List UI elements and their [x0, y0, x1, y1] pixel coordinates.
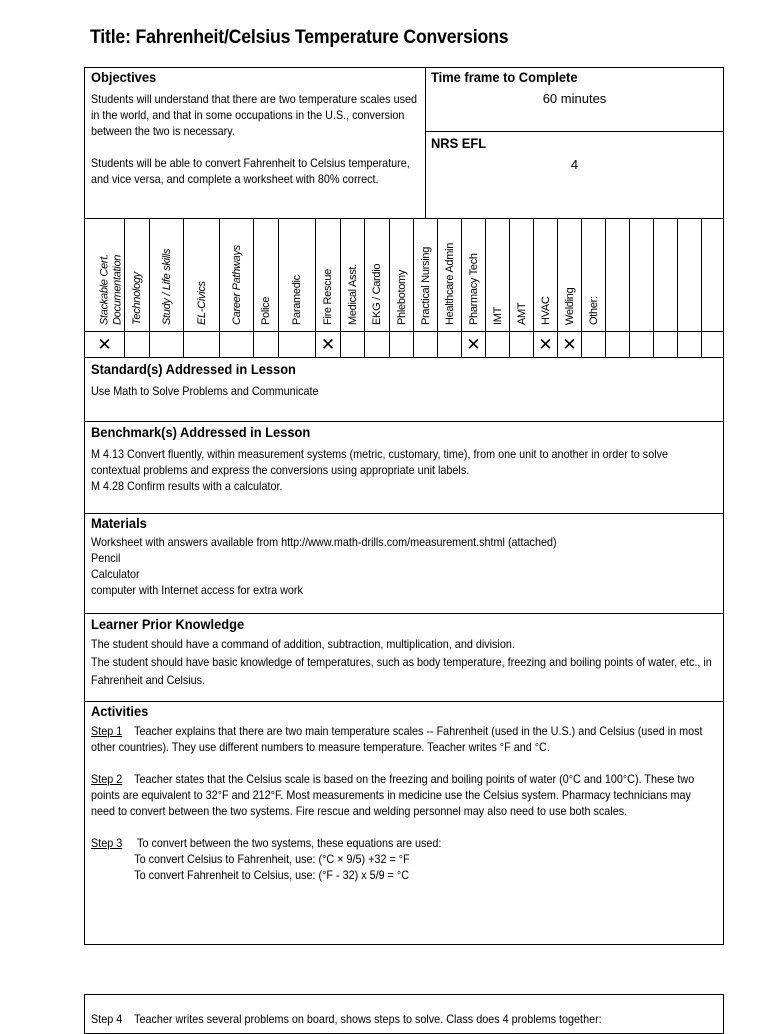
prior-knowledge-heading: Learner Prior Knowledge: [91, 616, 245, 632]
category-check-cell: [702, 332, 724, 357]
category-cell: [390, 219, 414, 331]
category-check-cell: [390, 332, 414, 357]
objectives-paragraph-2: Students will be able to convert Fahrenheit to Celsius temperature, and vice versa, and complete a worksheet with 80% correct.: [91, 156, 410, 186]
category-label: [468, 253, 480, 325]
step-3-text: To convert between the two systems, these equations are used:: [137, 836, 442, 850]
category-label-text: EKG / Cardio: [371, 263, 383, 325]
category-check-cell: [414, 332, 438, 357]
category-cell: [534, 219, 558, 331]
benchmark-1: M 4.13 Convert fluently, within measurement systems (metric, customary, time), from one unit to another in order to solve contextual problems and express the conversions using appropriate unit labels.: [91, 447, 669, 477]
step-3-label: Step 3: [91, 836, 123, 850]
category-label: [260, 297, 272, 325]
category-label: [347, 264, 359, 325]
activities-heading: Activities: [91, 703, 149, 719]
objectives-paragraph-1: Students will understand that there are two temperature scales used in the world, and that in some occupations in the U.S., conversion between the two is necessary.: [91, 92, 417, 138]
category-label-text: AMT: [515, 302, 528, 325]
objectives-heading: Objectives: [91, 69, 157, 85]
category-label-text: Welding: [563, 287, 576, 325]
category-cell: [365, 219, 390, 331]
category-label-text: Healthcare Admin: [443, 242, 456, 325]
category-label: [371, 264, 383, 325]
category-header-row: [84, 218, 724, 332]
prior-knowledge-section: [84, 613, 724, 702]
category-check-cell: [150, 332, 184, 357]
materials-item: computer with Internet access for extra work: [91, 583, 303, 597]
category-check-mark: ✕: [558, 332, 582, 357]
benchmarks-heading: Benchmark(s) Addressed in Lesson: [91, 424, 311, 440]
page-title: Title: Fahrenheit/Celsius Temperature Conversions: [90, 27, 509, 48]
category-cell: [510, 219, 534, 331]
prior-knowledge-paragraph-2: The student should have basic knowledge of temperatures, such as body temperature, freezing and boiling points of water, etc., in Fahrenheit and Celsius.: [91, 655, 712, 687]
category-label: [161, 249, 173, 325]
standards-section: [84, 357, 724, 422]
category-label-text: Fire Rescue: [322, 269, 334, 325]
category-cell: [486, 219, 510, 331]
benchmark-2: M 4.28 Confirm results with a calculator.: [91, 479, 283, 493]
formula-c-to-f: To convert Celsius to Fahrenheit, use: (°C × 9/5) +32 = °F: [134, 852, 410, 866]
category-label: [588, 296, 600, 325]
benchmarks-section: [84, 421, 724, 514]
category-cell: [606, 219, 630, 331]
materials-item: Pencil: [91, 551, 121, 565]
category-label: [396, 270, 408, 325]
category-check-cell: [606, 332, 630, 357]
category-check-row: [84, 331, 724, 358]
time-frame-section: [425, 67, 724, 132]
category-check-cell: [630, 332, 654, 357]
category-cell: [630, 219, 654, 331]
category-label-text: Technology: [131, 272, 143, 325]
category-check-mark: ✕: [316, 332, 341, 357]
activity-step-3: [91, 835, 712, 851]
nrs-efl-heading: NRS EFL: [431, 135, 487, 151]
standards-text: Use Math to Solve Problems and Communicate: [91, 384, 319, 398]
category-label: [98, 254, 124, 325]
category-cell: [254, 219, 279, 331]
category-cell: [279, 219, 316, 331]
category-check-cell: [220, 332, 254, 357]
nrs-efl-value: 4: [570, 157, 579, 172]
category-cell: [582, 219, 606, 331]
step-4-label: Step 4: [91, 1012, 123, 1026]
time-frame-heading: Time frame to Complete: [431, 69, 578, 85]
category-cell: [184, 219, 220, 331]
step-2-text: Teacher states that the Celsius scale is based on the freezing and boiling points of water (0°C and 100°C). These two points are equivalent to 32°F and 212°F. Most measurements in medicine use the Celsius system. Pharmacy technicians may need to convert between the two systems. Fire rescue and welding personnel may also need to use both scales.: [91, 772, 695, 818]
category-label-text: HVAC: [539, 296, 552, 325]
category-cell: [125, 219, 150, 331]
category-label: [540, 296, 552, 325]
category-label: [516, 303, 528, 325]
category-cell: [341, 219, 365, 331]
objectives-section: [84, 67, 426, 219]
category-label: [291, 275, 303, 325]
category-check-mark: ✕: [534, 332, 558, 357]
prior-knowledge-paragraph-1: The student should have a command of addition, subtraction, multiplication, and division.: [91, 637, 515, 651]
next-page-section: [84, 994, 724, 1034]
category-label-text: Study / Life skills: [160, 248, 173, 325]
materials-item: Worksheet with answers available from http://www.math-drills.com/measurement.shtml (attached): [91, 535, 557, 549]
category-label-text: Other:: [587, 296, 600, 325]
category-cell: [558, 219, 582, 331]
category-label-text: Medical Asst.: [346, 264, 359, 325]
step-1-text: Teacher explains that there are two main temperature scales -- Fahrenheit (used in the U.S.) and Celsius (used in most other countries). They use different numbers to measure temperature. Teacher writes °F and °C.: [91, 724, 703, 754]
category-cell: [654, 219, 678, 331]
category-cell: [678, 219, 702, 331]
category-check-cell: [678, 332, 702, 357]
category-check-mark: ✕: [462, 332, 486, 357]
category-label: [131, 272, 143, 325]
category-label: [322, 269, 334, 325]
materials-heading: Materials: [91, 515, 147, 531]
category-label: [492, 307, 504, 325]
category-label-text: IMT: [491, 306, 504, 325]
category-label-text: Police: [260, 296, 272, 325]
category-label: [420, 247, 432, 325]
category-label-text: Career Pathways: [230, 245, 243, 325]
category-check-cell: [582, 332, 606, 357]
category-check-cell: [510, 332, 534, 357]
category-label-text: Stackable Cert.: [98, 254, 110, 325]
nrs-efl-section: [425, 131, 724, 219]
formula-f-to-c: To convert Fahrenheit to Celsius, use: (°F - 32) x 5/9 = °C: [134, 868, 410, 882]
category-label-text: Paramedic: [291, 275, 303, 325]
category-check-cell: [365, 332, 390, 357]
category-check-cell: [125, 332, 150, 357]
category-check-mark: ✕: [85, 332, 125, 357]
category-label-text-line-2: Documentation: [111, 254, 123, 325]
materials-item: Calculator: [91, 567, 140, 581]
category-cell: [150, 219, 184, 331]
category-label: [196, 281, 208, 325]
activity-step-1: [91, 723, 712, 755]
category-check-cell: [654, 332, 678, 357]
category-cell: [414, 219, 438, 331]
standards-heading: Standard(s) Addressed in Lesson: [91, 361, 296, 377]
category-label-text: EL-Civics: [195, 281, 208, 325]
category-cell: [220, 219, 254, 331]
category-label: [444, 243, 456, 325]
category-cell: [85, 219, 125, 331]
materials-section: [84, 513, 724, 614]
category-label: [231, 245, 243, 325]
category-label-text: Practical Nursing: [419, 246, 432, 325]
category-cell: [316, 219, 341, 331]
category-cell: [702, 219, 724, 331]
step-1-label: Step 1: [91, 724, 123, 738]
category-check-cell: [486, 332, 510, 357]
category-check-cell: [279, 332, 316, 357]
activity-step-2: [91, 771, 712, 819]
activity-step-4: [91, 1011, 651, 1027]
category-label: [564, 288, 576, 325]
category-cell: [438, 219, 462, 331]
category-check-cell: [254, 332, 279, 357]
category-label-text: Phlebotomy: [395, 269, 408, 325]
activities-section: [84, 701, 724, 945]
time-frame-value: 60 minutes: [542, 91, 607, 106]
step-2-label: Step 2: [91, 772, 123, 786]
category-check-cell: [184, 332, 220, 357]
category-cell: [462, 219, 486, 331]
category-check-cell: [341, 332, 365, 357]
step-4-text: Teacher writes several problems on board, shows steps to solve. Class does 4 problems together:: [134, 1012, 602, 1026]
category-check-cell: [438, 332, 462, 357]
category-label-text: Pharmacy Tech: [467, 253, 480, 325]
